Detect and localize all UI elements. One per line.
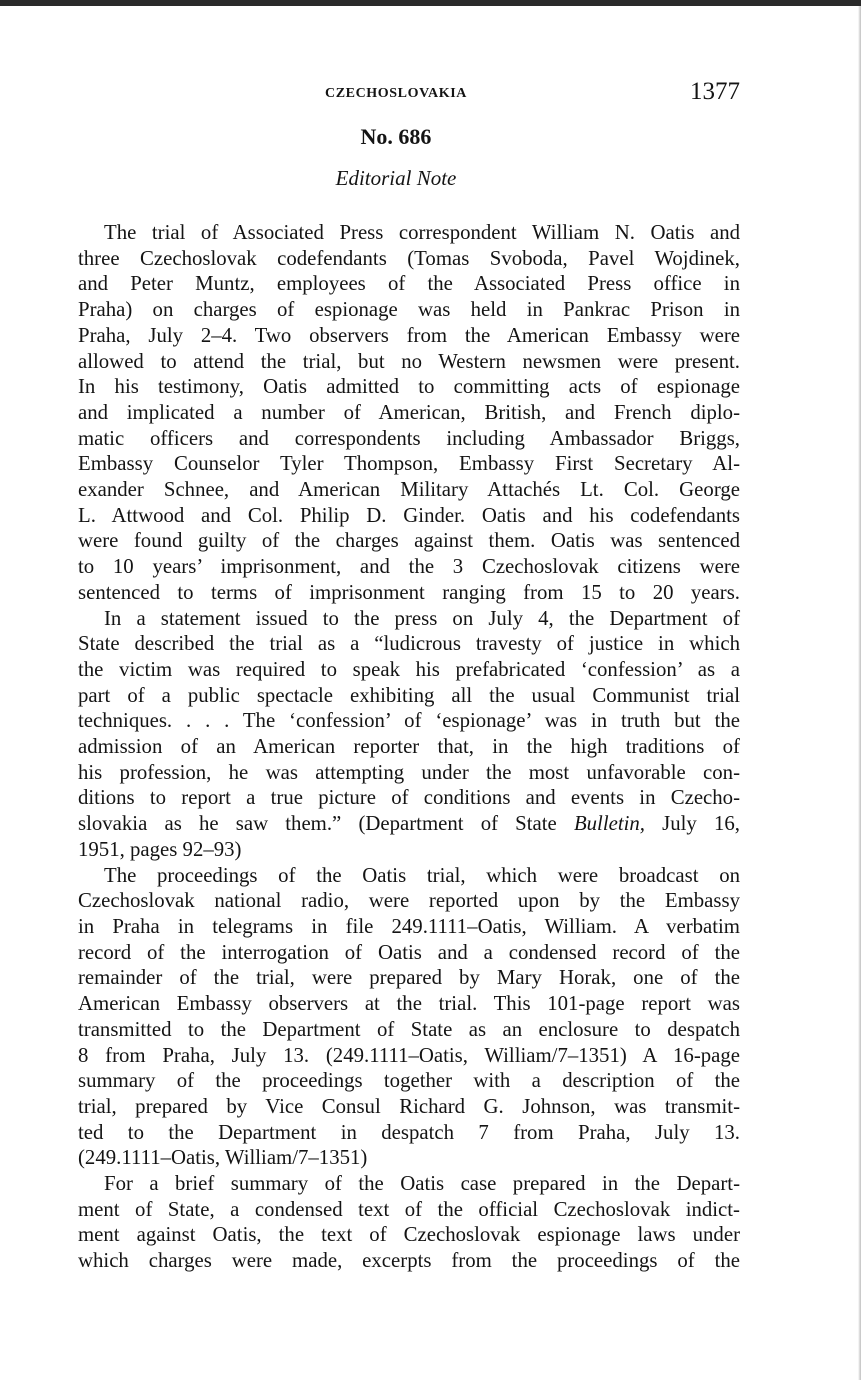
text-line: in Praha in telegrams in file 249.1111–Oatis, William. A verbatim (78, 914, 740, 938)
editorial-note-body (52, 220, 740, 1274)
text-line: L. Attwood and Col. Philip D. Ginder. Oatis and his codefendants (78, 503, 740, 527)
text-line: admission of an American reporter that, in the high traditions of (78, 735, 740, 759)
text-line: trial, prepared by Vice Consul Richard G. Johnson, was transmit- (78, 1094, 740, 1118)
text-line: exander Schnee, and American Military Attachés Lt. Col. George (78, 478, 740, 502)
text-line: sentenced to terms of imprisonment ranging from 15 to 20 years. (78, 580, 740, 604)
text-line: part of a public spectacle exhibiting all the usual Communist trial (78, 683, 740, 707)
text-line: (249.1111–Oatis, William/7–1351) (78, 1146, 368, 1170)
paragraph-trial-summary (52, 220, 740, 606)
text-line: Embassy Counselor Tyler Thompson, Embassy First Secretary Al- (78, 452, 740, 476)
text-line: In his testimony, Oatis admitted to committing acts of espionage (78, 375, 740, 399)
paragraph-proceedings-records (52, 863, 740, 1171)
text-line: 1951, pages 92–93) (78, 837, 242, 861)
citation-date: July 16, (644, 812, 740, 836)
text-line: State described the trial as a “ludicrous travesty of justice in which (78, 632, 740, 656)
citation-text: slovakia as he saw them.” (Department of State (78, 812, 574, 836)
text-line: ment against Oatis, the text of Czechoslovak espionage laws under (78, 1223, 740, 1247)
text-line: three Czechoslovak codefendants (Tomas Svoboda, Pavel Wojdinek, (78, 246, 740, 270)
text-line: Praha, July 2–4. Two observers from the American Embassy were (78, 323, 740, 347)
text-line: and Peter Muntz, employees of the Associated Press office in (78, 272, 740, 296)
text-line: his profession, he was attempting under the most unfavorable con- (78, 760, 740, 784)
text-line: In a statement issued to the press on July 4, the Department of (104, 606, 740, 630)
text-line: Praha) on charges of espionage was held in Pankrac Prison in (78, 298, 740, 322)
running-head (52, 78, 740, 110)
text-line: remainder of the trial, were prepared by Mary Horak, one of the (78, 966, 740, 990)
text-line: record of the interrogation of Oatis and a condensed record of the (78, 940, 740, 964)
text-line: transmitted to the Department of State as an enclosure to despatch (78, 1017, 740, 1041)
text-line: to 10 years’ imprisonment, and the 3 Czechoslovak citizens were (78, 555, 740, 579)
bulletin-title: Bulletin, (573, 812, 645, 836)
text-line: The proceedings of the Oatis trial, which were broadcast on (104, 863, 740, 887)
page-number: 1377 (690, 78, 740, 105)
text-line: summary of the proceedings together with a description of the (78, 1069, 740, 1093)
text-line: allowed to attend the trial, but no Western newsmen were present. (78, 349, 740, 373)
paragraph-case-summary (52, 1171, 740, 1274)
text-line: which charges were made, excerpts from the proceedings of the (78, 1249, 740, 1273)
text-line: The trial of Associated Press correspondent William N. Oatis and (104, 221, 740, 244)
running-title: CZECHOSLOVAKIA (325, 86, 467, 101)
text-line: For a brief summary of the Oatis case prepared in the Depart- (104, 1172, 740, 1196)
text-line: were found guilty of the charges against them. Oatis was sentenced (78, 529, 740, 553)
text-line: ted to the Department in despatch 7 from Praha, July 13. (78, 1120, 740, 1144)
document-heading: Editorial Note (335, 166, 457, 190)
top-scan-border (0, 0, 861, 6)
text-line: techniques. . . . The ‘confession’ of ‘espionage’ was in truth but the (78, 709, 740, 733)
text-line: the victim was required to speak his prefabricated ‘confession’ as a (78, 657, 740, 681)
text-line: Czechoslovak national radio, were reported upon by the Embassy (78, 889, 740, 913)
text-line-with-citation (52, 811, 740, 837)
paragraph-state-department-statement (52, 606, 740, 863)
text-line: and implicated a number of American, British, and French diplo- (78, 400, 740, 424)
text-line: matic officers and correspondents including Ambassador Briggs, (78, 426, 740, 450)
document-number: No. 686 (360, 124, 432, 149)
text-line: ment of State, a condensed text of the official Czechoslovak indict- (78, 1197, 740, 1221)
text-line: ditions to report a true picture of conditions and events in Czecho- (78, 786, 740, 810)
text-line: American Embassy observers at the trial. This 101-page report was (78, 992, 740, 1016)
text-line: 8 from Praha, July 13. (249.1111–Oatis, William/7–1351) A 16-page (78, 1043, 740, 1067)
